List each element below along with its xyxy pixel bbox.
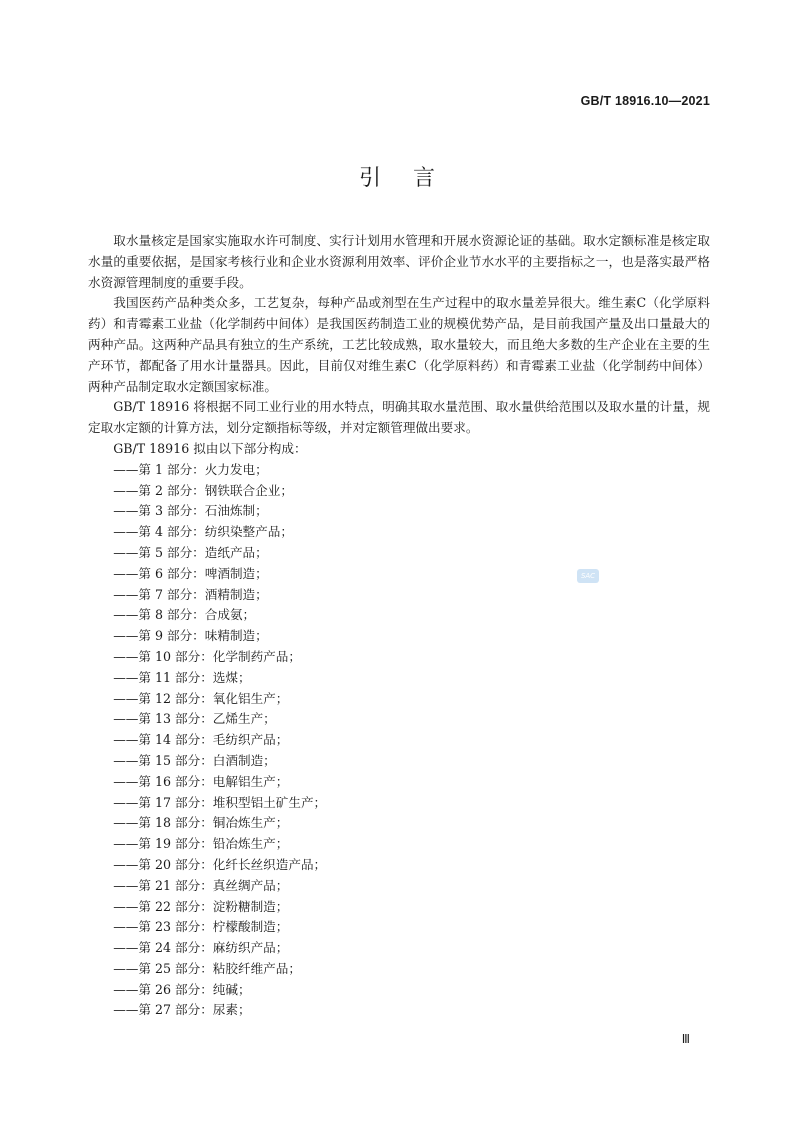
list-item: ——第 20 部分：化纤长丝织造产品； [113,856,327,872]
sac-watermark-logo: SAC [577,569,599,583]
list-item: ——第 3 部分：石油炼制； [113,503,268,519]
list-item: ——第 14 部分：毛纺织产品； [113,732,289,748]
list-item: ——第 8 部分：合成氨； [113,607,256,623]
list-item: ——第 7 部分：酒精制造； [113,586,268,602]
list-item: ——第 26 部分：纯碱； [113,981,251,997]
list-item: ——第 4 部分：纺织染整产品； [113,524,293,540]
page-title: 引言 [358,166,467,191]
paragraph-3: GB/T 18916 将根据不同工业行业的用水特点，明确其取水量范围、取水量供给范围以及取水量的计量，规定取水定额的计算方法，划分定额指标等级，并对定额管理做出要求。 [88,399,710,436]
standard-code: GB/T 18916.10—2021 [580,94,710,108]
list-item: ——第 6 部分：啤酒制造； [113,565,268,581]
list-item: ——第 15 部分：白酒制造； [113,752,276,768]
document-body [88,231,710,1021]
list-item: ——第 5 部分：造纸产品； [113,544,268,560]
page-number: Ⅲ [681,1032,690,1046]
list-item: ——第 10 部分：化学制药产品； [113,648,301,664]
list-item: ——第 2 部分：钢铁联合企业； [113,482,293,498]
list-item: ——第 12 部分：氧化铝生产； [113,690,289,706]
list-item: ——第 24 部分：麻纺织产品； [113,940,289,956]
parts-list [88,460,710,1022]
list-item: ——第 23 部分：柠檬酸制造； [113,919,289,935]
list-item: ——第 1 部分：火力发电； [113,461,268,477]
list-item: ——第 25 部分：粘胶纤维产品； [113,960,301,976]
list-item: ——第 11 部分：选煤； [113,669,251,685]
list-item: ——第 19 部分：铅冶炼生产； [113,836,289,852]
paragraph-2: 我国医药产品种类众多，工艺复杂，每种产品或剂型在生产过程中的取水量差异很大。维生素C（化学原料药）和青霉素工业盐（化学制药中间体）是我国医药制造工业的规模优势产品，是目前我国产量及出口量最大的两种产品。这两种产品具有独立的生产系统，工艺比较成熟，取水量较大，而且绝大多数的生产企业在主要的生产环节，都配备了用水计量器具。因此，目前仅对维生素C（化学原料药）和青霉素工业盐（化学制药中间体）两种产品制定取水定额国家标准。 [88,295,710,394]
list-item: ——第 13 部分：乙烯生产； [113,711,276,727]
paragraph-1: 取水量核定是国家实施取水许可制度、实行计划用水管理和开展水资源论证的基础。取水定额标准是核定取水量的重要依据，是国家考核行业和企业水资源利用效率、评价企业节水水平的主要指标之一，也是落实最严格水资源管理制度的重要手段。 [88,233,710,290]
paragraph-4: GB/T 18916 拟由以下部分构成： [113,440,307,456]
list-item: ——第 27 部分：尿素； [113,1002,251,1018]
list-item: ——第 16 部分：电解铝生产； [113,773,289,789]
list-item: ——第 18 部分：铜冶炼生产； [113,815,289,831]
list-item: ——第 22 部分：淀粉糖制造； [113,898,289,914]
list-item: ——第 17 部分：堆积型铝土矿生产； [113,794,327,810]
list-item: ——第 21 部分：真丝绸产品； [113,877,289,893]
list-item: ——第 9 部分：味精制造； [113,628,268,644]
